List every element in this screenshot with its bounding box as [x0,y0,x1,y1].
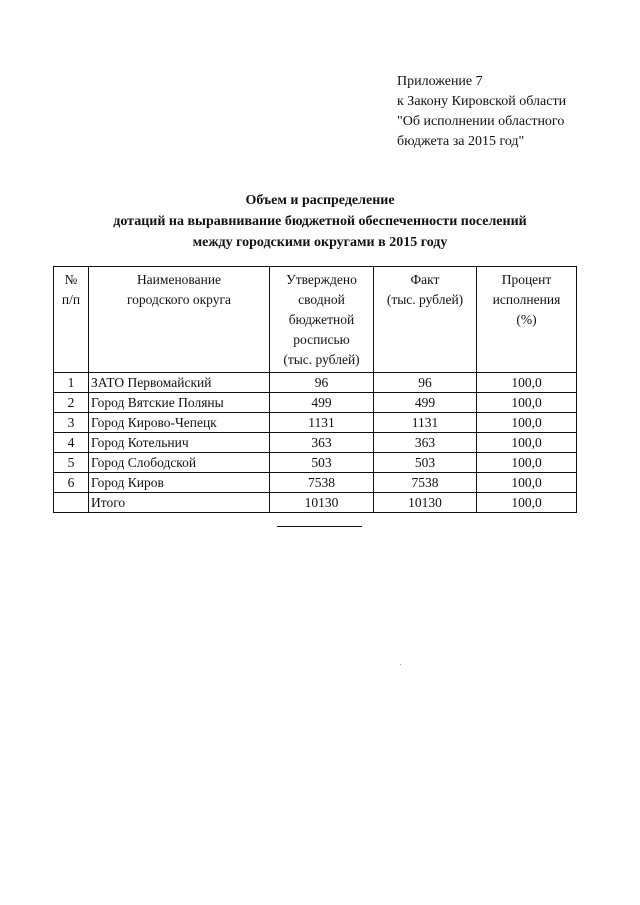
cell-approved: 10130 [270,493,374,513]
cell-approved: 503 [270,453,374,473]
header-percent: Процент исполнения (%) [477,267,577,373]
cell-fact: 96 [374,373,477,393]
cell-name: Город Слободской [89,453,270,473]
cell-percent: 100,0 [477,473,577,493]
title-line: между городскими округами в 2015 году [192,235,448,250]
cell-name: Город Вятские Поляны [89,393,270,413]
table-header-row [54,267,577,373]
appendix-line: бюджета за 2015 год" [397,134,525,149]
cell-name: ЗАТО Первомайский [89,373,270,393]
header-fact: Факт (тыс. рублей) [374,267,477,373]
appendix-line: к Закону Кировской области [397,94,567,109]
cell-percent: 100,0 [477,453,577,473]
cell-percent: 100,0 [477,493,577,513]
table-row [54,373,577,393]
cell-num: 2 [54,393,89,413]
cell-percent: 100,0 [477,413,577,433]
table-row [54,453,577,473]
appendix-block [397,72,566,152]
cell-num: 3 [54,413,89,433]
subsidies-table [53,266,577,513]
cell-fact: 1131 [374,413,477,433]
table-row [54,433,577,453]
cell-approved: 499 [270,393,374,413]
cell-approved: 96 [270,373,374,393]
cell-fact: 7538 [374,473,477,493]
cell-percent: 100,0 [477,373,577,393]
cell-fact: 503 [374,453,477,473]
cell-fact: 10130 [374,493,477,513]
cell-name: Город Кирово-Чепецк [89,413,270,433]
cell-num: 6 [54,473,89,493]
cell-num: 5 [54,453,89,473]
scan-speck [400,664,401,665]
title-line: дотаций на выравнивание бюджетной обеспеченности поселений [113,214,527,229]
cell-fact: 499 [374,393,477,413]
cell-approved: 363 [270,433,374,453]
cell-num [54,493,89,513]
cell-approved: 1131 [270,413,374,433]
document-title [40,190,600,253]
table-total-row [54,493,577,513]
header-name: Наименование городского округа [89,267,270,373]
appendix-line: "Об исполнении областного [397,114,565,129]
header-num: № п/п [54,267,89,373]
cell-name: Город Котельнич [89,433,270,453]
cell-percent: 100,0 [477,433,577,453]
cell-num: 4 [54,433,89,453]
table-row [54,473,577,493]
cell-num: 1 [54,373,89,393]
header-approved: Утверждено сводной бюджетной росписью (тыс. рублей) [270,267,374,373]
cell-percent: 100,0 [477,393,577,413]
title-line: Объем и распределение [245,193,395,208]
cell-approved: 7538 [270,473,374,493]
cell-fact: 363 [374,433,477,453]
table-row [54,413,577,433]
appendix-line: Приложение 7 [397,74,483,89]
cell-name: Город Киров [89,473,270,493]
table-row [54,393,577,413]
end-separator-line [277,526,362,527]
cell-name: Итого [89,493,270,513]
